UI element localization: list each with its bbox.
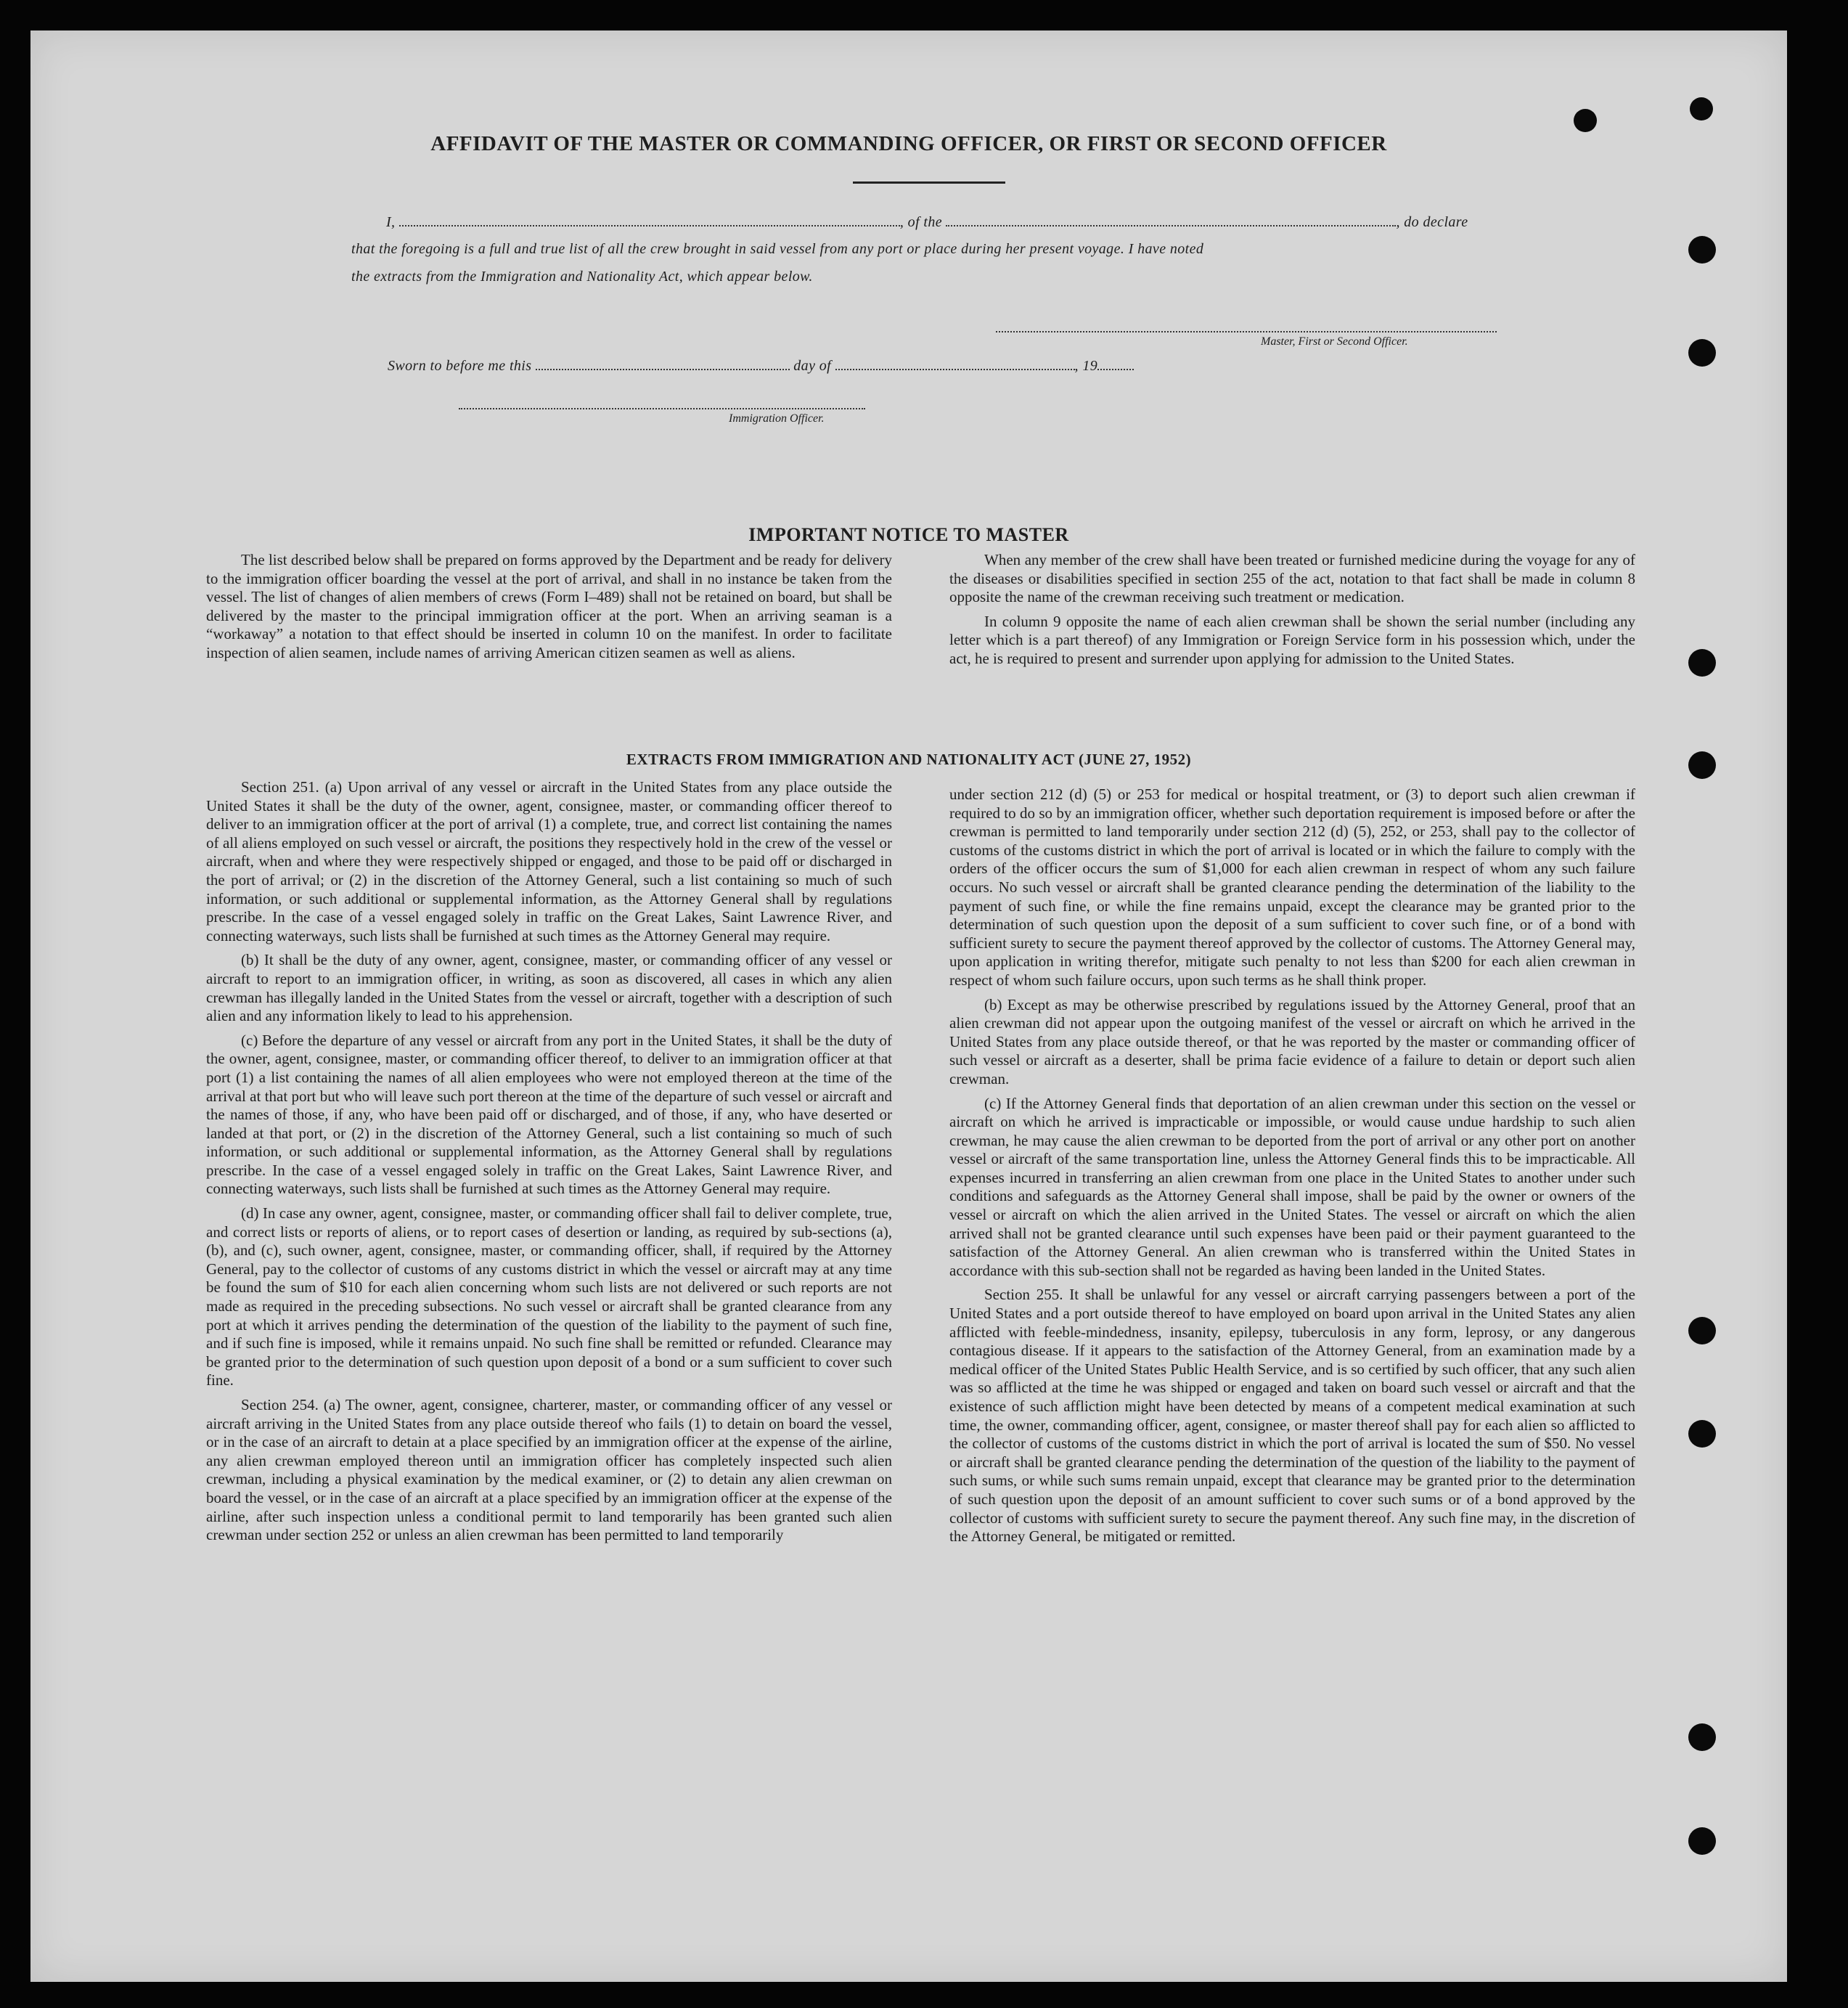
- extracts-left-column: [206, 778, 892, 1551]
- punch-hole: [1688, 1827, 1716, 1855]
- declare-label: , do declare: [1396, 214, 1468, 230]
- punch-hole: [1688, 236, 1716, 264]
- section-251-c: (c) Before the departure of any vessel or aircraft from any port in the United States, it shall be the duty of the owner, agent, consignee, master, or commanding officer thereof, to deliver to an immigration officer at that port (1) a list containing the names of all alien employees who were not employed thereon at the time of the arrival at that port but who will leave such port thereon at the time of the departure of such vessel or aircraft and the names of those, if any, who have been paid off or discharged, and of those, if any, who have deserted or landed at that port, or (2) in the discretion of the Attorney General, such a list containing so much of such information, or such additional or supplemental information, as the Attorney General shall by regulations prescribe. In the case of a vessel engaged solely in traffic on the Great Lakes, Saint Lawrence River, and connecting waterways, such lists shall be furnished at such times as the Attorney General may require.: [206, 1031, 892, 1198]
- section-251-d: (d) In case any owner, agent, consignee, master, or commanding officer shall fail to deliver complete, true, and correct lists or reports of aliens, or to report cases of desertion or landing, as required by sub-sections (a), (b), and (c), such owner, agent, consignee, master, or commanding officer, shall, if required by the Attorney General, pay to the collector of customs of any customs district in which the vessel or aircraft may at any time be found the sum of $10 for each alien concerning whom such lists are not delivered or such reports are not made as required in the preceding subsections. No such vessel or aircraft shall be granted clearance from any port at which it arrives pending the determination of the question of the liability to the payment of such fine, and if such fine is imposed, while it remains unpaid. No such fine shall be remitted or refunded. Clearance may be granted prior to the determination of such question upon deposit of a bond or a sum sufficient to cover such fine.: [206, 1204, 892, 1389]
- punch-hole: [1688, 339, 1716, 367]
- punch-hole: [1688, 1420, 1716, 1448]
- section-254-b: (b) Except as may be otherwise prescribed by regulations issued by the Attorney General, proof that an alien crewman did not appear upon the outgoing manifest of the vessel or aircraft on which he arrived in the United States from any place outside thereof, or that he was reported by the master or commanding officer of such vessel or aircraft as a deserter, shall be prima facie evidence of a failure to detain or deport such alien crewman.: [949, 995, 1635, 1087]
- section-254-a: Section 254. (a) The owner, agent, consignee, charterer, master, or commanding officer of any vessel or aircraft arriving in the United States from any place outside thereof who fails (1) to detain on board the vessel, or in the case of an aircraft to detain at a place specified by an immigration officer at the expense of the airline, any alien crewman employed thereon until an immigration officer has completely inspected such alien crewman, including a physical examination by the medical examiner, or (2) to detain any alien crewman on board the vessel, or in the case of an aircraft at a place specified by an immigration officer at the expense of the airline, after such inspection unless a conditional permit to land temporarily has been granted such alien crewman under section 252 or unless an alien crewman has been permitted to land temporarily: [206, 1396, 892, 1544]
- punch-hole: [1688, 649, 1716, 677]
- section-251-a: Section 251. (a) Upon arrival of any vessel or aircraft in the United States from any place outside the United States it shall be the duty of the owner, agent, consignee, master, or commanding officer thereof to deliver to an immigration officer at the port of arrival (1) a complete, true, and correct list containing the names of all aliens employed on such vessel or aircraft, the positions they respectively hold in the crew of the vessel or aircraft, when and where they were respectively shipped or engaged, and those to be paid off or discharged in the port of arrival; or (2) in the discretion of the Attorney General, such a list containing so much of such information, or such additional or supplemental information, as the Attorney General shall by regulations prescribe. In the case of a vessel engaged solely in traffic on the Great Lakes, Saint Lawrence River, and connecting waterways, such lists shall be furnished at such times as the Attorney General may require.: [206, 778, 892, 944]
- declaration-line: [386, 212, 1468, 231]
- sworn-line: [388, 356, 1134, 375]
- declaration-text-2: the extracts from the Immigration and Nationality Act, which appear below.: [351, 269, 813, 285]
- punch-hole: [1688, 1723, 1716, 1751]
- sworn-year-field[interactable]: [1097, 356, 1134, 370]
- punch-hole: [1574, 109, 1597, 132]
- master-signature-field[interactable]: [996, 331, 1497, 332]
- section-255: Section 255. It shall be unlawful for any vessel or aircraft carrying passengers between a port of the United States and a port outside thereof to have employed on board upon arrival in the United States any alien afflicted with feeble-mindedness, insanity, epilepsy, tuberculosis in any form, leprosy, or any dangerous contagious disease. If it appears to the satisfaction of the Attorney General, from an examination made by a medical officer of the United States Public Health Service, and is so certified by such officer, that any such alien was so afflicted at the time he was shipped or engaged and taken on board such vessel or aircraft and that the existence of such affliction might have been detected by means of a competent medical examination at such time, the owner, commanding officer, agent, consignee, or master thereof shall pay for each alien so afflicted to the collector of customs of the customs district in which the port of arrival is located the sum of $50. No vessel or aircraft shall be granted clearance pending the determination of the question of the liability to the payment of such sums, or while such sums remain unpaid, except that clearance may be granted prior to the determination of such question upon the deposit of an amount sufficient to cover such sums or of a bond approved by the collector of customs with sufficient surety to secure the payment thereof. Any such fine may, in the discretion of the Attorney General, be mitigated or remitted.: [949, 1286, 1635, 1546]
- declarant-label: I,: [386, 214, 396, 230]
- notice-title: IMPORTANT NOTICE TO MASTER: [748, 524, 1069, 545]
- year-label: , 19: [1074, 358, 1098, 374]
- sworn-label: Sworn to before me this: [388, 358, 532, 374]
- document-page: [30, 30, 1787, 1982]
- notice-right-column: [949, 551, 1635, 674]
- notice-paragraph: In column 9 opposite the name of each alien crewman shall be shown the serial number (including any letter which is a part thereof) of any Immigration or Foreign Service form in his possession which, under the act, he is required to present and surrender upon applying for admission to the United States.: [949, 612, 1635, 667]
- sworn-month-field[interactable]: [835, 356, 1075, 370]
- punch-hole: [1690, 97, 1713, 121]
- declarant-name-field[interactable]: [399, 212, 900, 226]
- punch-hole: [1688, 1317, 1716, 1344]
- vessel-name-field[interactable]: [946, 212, 1396, 226]
- declaration-text-1: that the foregoing is a full and true list of all the crew brought in said vessel from any port or place during her present voyage. I have noted: [351, 241, 1204, 257]
- notice-left-column: [206, 551, 892, 669]
- title-rule: [853, 181, 1005, 184]
- day-of-label: day of: [793, 358, 832, 374]
- affidavit-title: AFFIDAVIT OF THE MASTER OR COMMANDING OFFICER, OR FIRST OR SECOND OFFICER: [430, 132, 1387, 155]
- sworn-day-field[interactable]: [536, 356, 790, 370]
- officer-caption: Immigration Officer.: [729, 412, 825, 425]
- notice-paragraph: When any member of the crew shall have been treated or furnished medicine during the voyage for any of the diseases or disabilities specified in section 255 of the act, notation to that fact shall be made in column 8 opposite the name of the crewman receiving such treatment or medication.: [949, 551, 1635, 606]
- section-254-c: (c) If the Attorney General finds that deportation of an alien crewman under this section on the vessel or aircraft on which he arrived is impracticable or impossible, or would cause undue hardship to such alien crewman, he may cause the alien crewman to be deported from the port of arrival or any other port on another vessel or aircraft of the same transportation line, unless the Attorney General finds this to be impracticable. All expenses incurred in transferring an alien crewman from one place in the United States to another under such conditions and safeguards as the Attorney General shall impose, shall be paid by the owner or owners of the vessel or aircraft on which the alien arrived in the United States. The vessel or aircraft on which the alien arrived shall not be granted clearance until such expenses have been paid or their payment guaranteed to the satisfaction of the Attorney General. An alien crewman who is transferred within the United States in accordance with this sub-section shall not be regarded as having been landed in the United States.: [949, 1094, 1635, 1279]
- of-the-label: , of the: [899, 214, 943, 230]
- extracts-title: EXTRACTS FROM IMMIGRATION AND NATIONALITY ACT (JUNE 27, 1952): [626, 751, 1192, 768]
- officer-signature-field[interactable]: [459, 408, 865, 409]
- notice-paragraph: The list described below shall be prepared on forms approved by the Department and be ready for delivery to the immigration officer boarding the vessel at the port of arrival, and shall in no instance be taken from the vessel. The list of changes of alien members of crews (Form I–489) shall not be retained on board, but shall be delivered by the master to the principal immigration officer at the port. When an arriving seaman is a “workaway” a notation to that effect should be inserted in column 10 on the manifest. In order to facilitate inspection of alien seamen, include names of arriving American citizen seamen as well as aliens.: [206, 551, 892, 661]
- section-254-a-continued: under section 212 (d) (5) or 253 for medical or hospital treatment, or (3) to deport such alien crewman if required to do so by an immigration officer, whether such deportation requirement is imposed before or after the crewman is permitted to land temporarily under section 212 (d) (5), 252, or 253, shall pay to the collector of customs of the customs district in which the port of arrival is located or in which the failure to comply with the orders of the officer occurs the sum of $1,000 for each alien crewman in respect of whom any such failure occurs. No such vessel or aircraft shall be granted clearance pending the determination of the liability to the payment of such fine, or while the fine remains unpaid, except the clearance may be granted prior to the determination of such question upon the deposit of a sum sufficient to cover such fine, or of a bond with sufficient surety to secure the payment thereof approved by the collector of customs. The Attorney General may, upon application in writing therefor, mitigate such penalty to not less than $200 for each alien crewman in respect of whom such failure occurs, upon such terms as he shall think proper.: [949, 785, 1635, 989]
- extracts-right-column: [949, 785, 1635, 1552]
- section-251-b: (b) It shall be the duty of any owner, agent, consignee, master, or commanding officer of any vessel or aircraft to report to an immigration officer, in writing, as soon as discovered, all cases in which any alien crewman has illegally landed in the United States from the vessel or aircraft, together with a description of such alien and any information likely to lead to his apprehension.: [206, 951, 892, 1025]
- master-caption: Master, First or Second Officer.: [1261, 335, 1408, 348]
